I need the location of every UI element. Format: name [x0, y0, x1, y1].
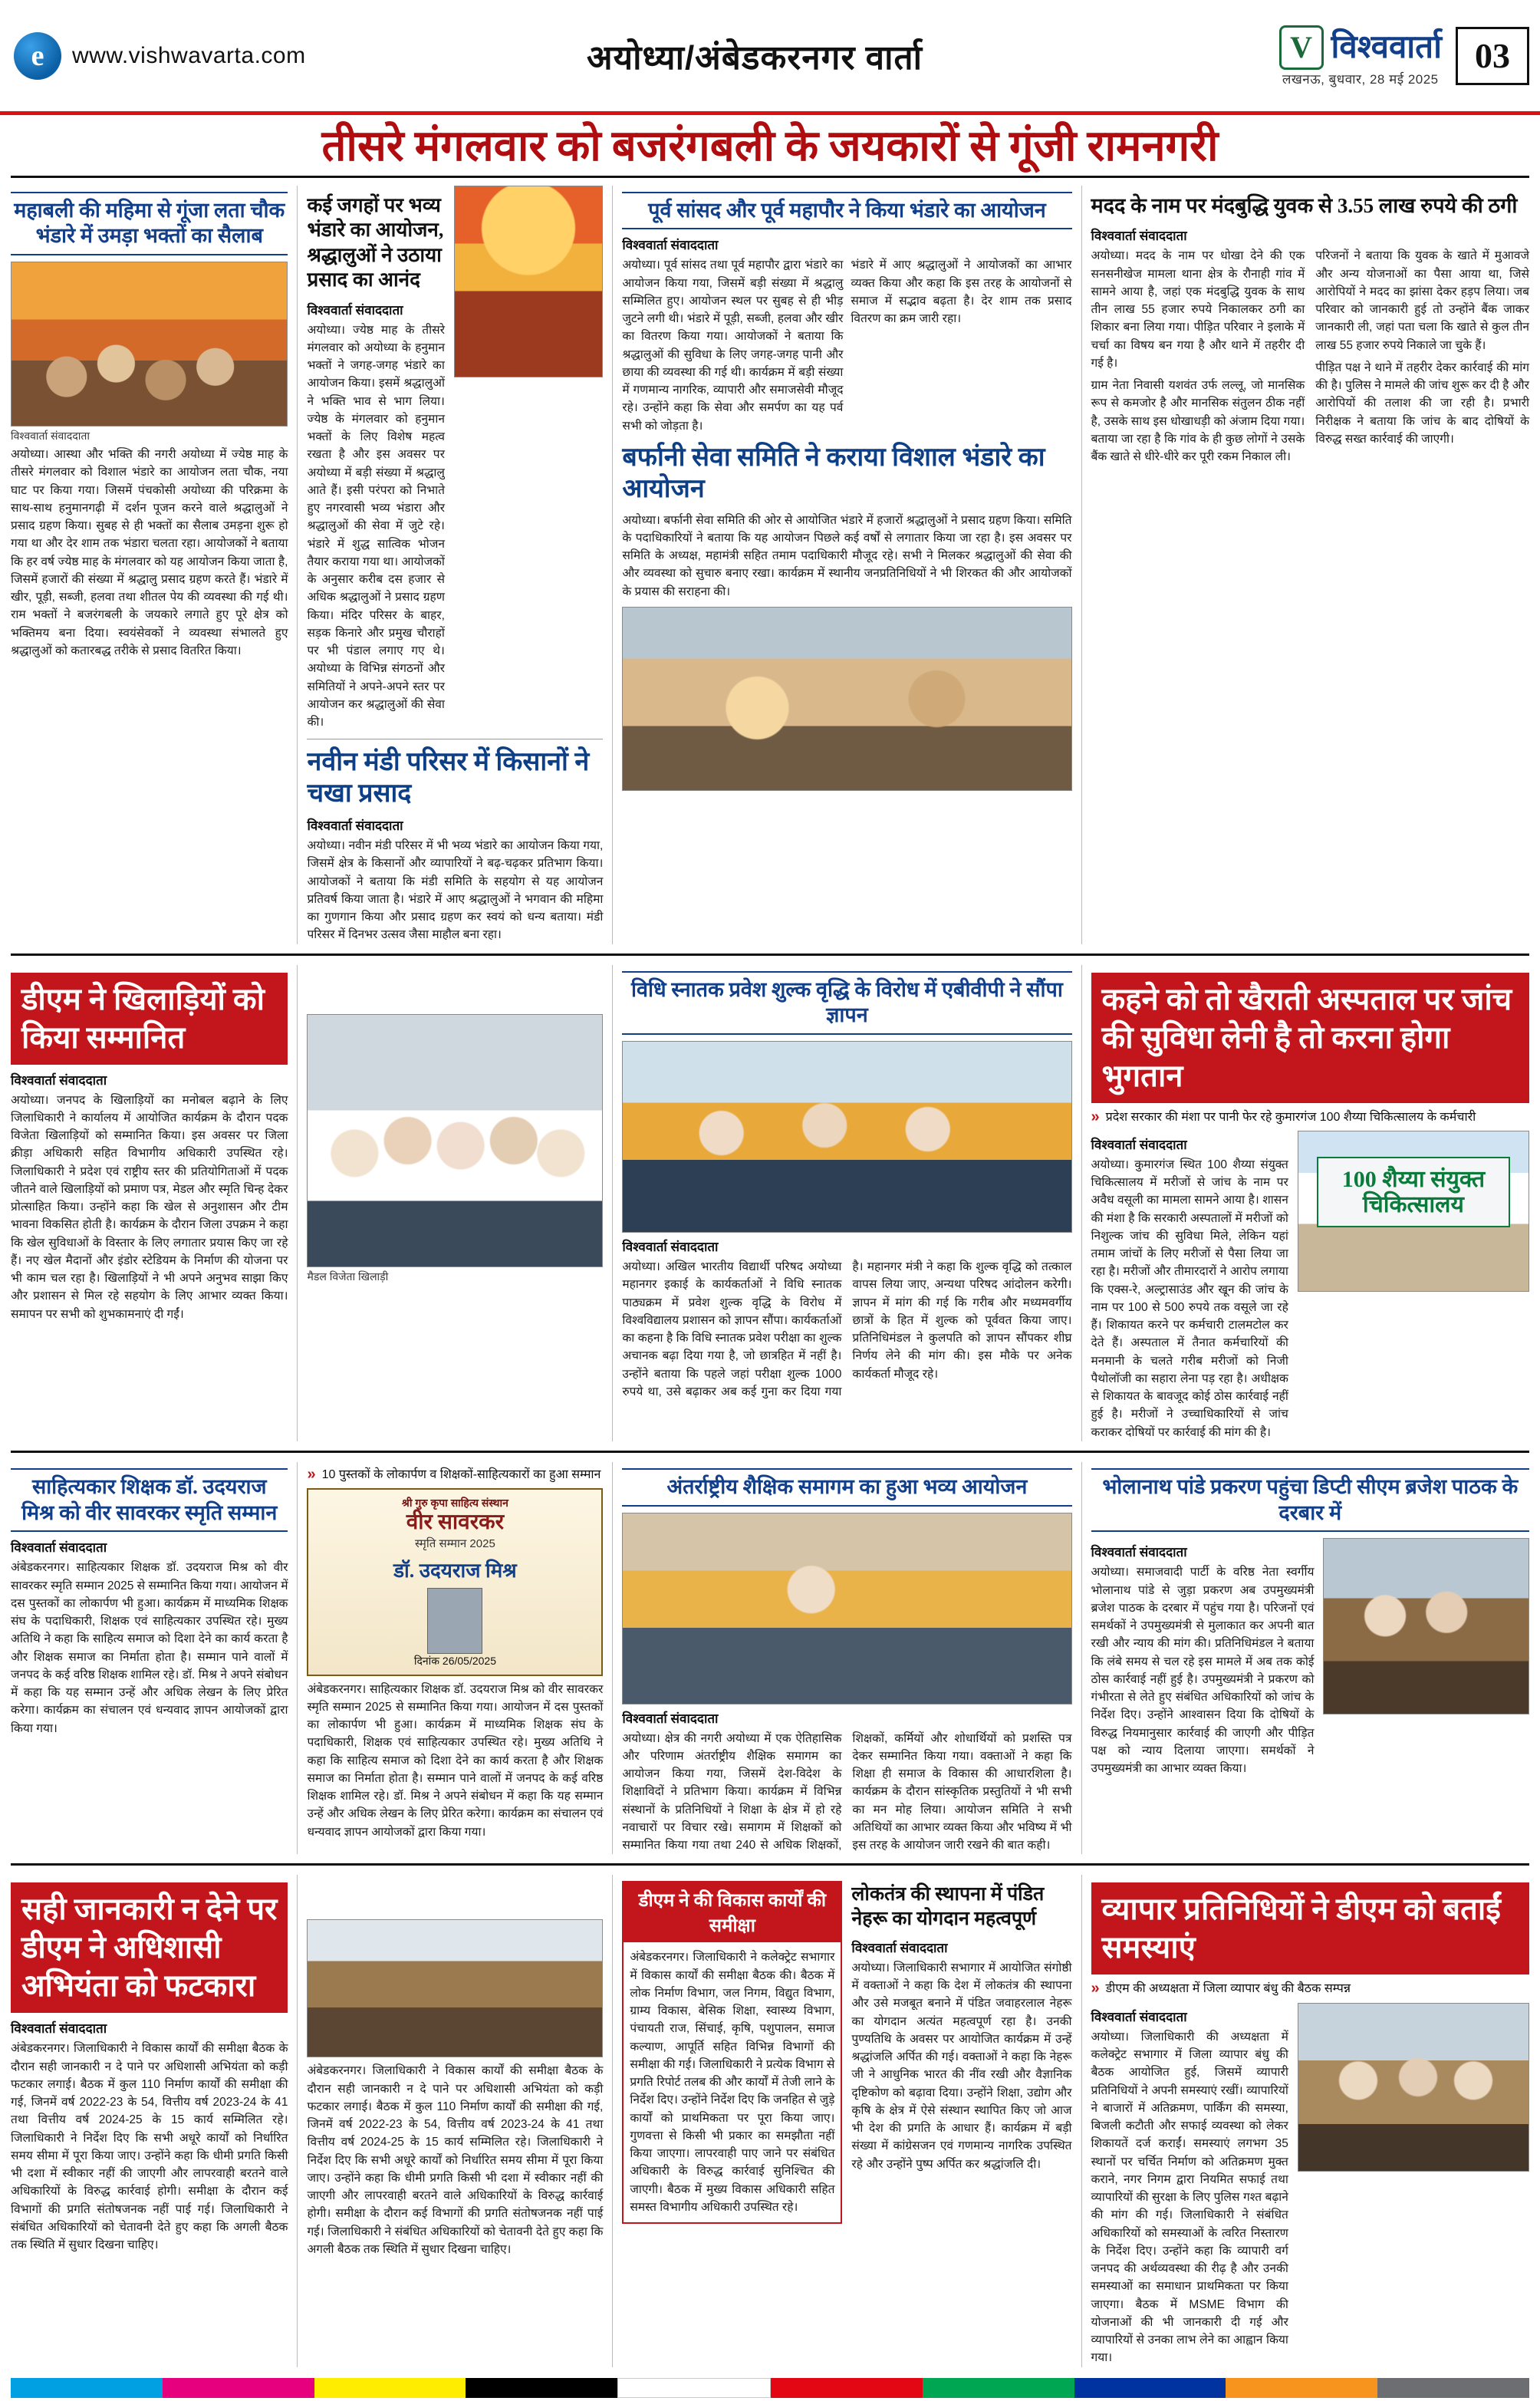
lead-col2-top	[307, 186, 603, 732]
column-rule	[612, 1875, 613, 2366]
award-recipient: डॉ. उदयराज मिश्र	[393, 1559, 517, 1582]
byline-dm-players: विश्ववार्ता संवाददाता	[11, 1072, 107, 1088]
masthead-left	[0, 32, 399, 80]
color-swatch-cyan	[11, 2378, 163, 2398]
article-vyapar-title: व्यापार प्रतिनिधियों ने डीएम को बताईं समस्याएं	[1091, 1882, 1530, 1974]
byline-hospital: विश्ववार्ता संवाददाता	[1091, 1137, 1187, 1152]
topright-text-4: पीड़ित पक्ष ने थाने में तहरीर देकर कार्रवाई की मांग की है। पुलिस ने मामले की जांच शुरू कर दी है और आरोपियों की तलाश की जा रही है। प्रभारी निरीक्षक ने बताया कि जांच के बाद दोषियों के विरुद्ध सख्त कार्रवाई की जाएगी।	[1315, 361, 1529, 446]
column-rule	[1081, 1875, 1082, 2366]
lead-subhead-2: कई जगहों पर भव्य भंडारे का आयोजन, श्रद्धालुओं ने उठाया प्रसाद का आनंद	[307, 193, 444, 291]
column-rule	[297, 186, 298, 944]
photo-bhandara-serving	[622, 607, 1071, 791]
article-dm-fatkara-side	[307, 1875, 603, 2366]
article-bholanath	[1091, 1462, 1530, 1855]
article-sahityakar-side	[307, 1462, 603, 1855]
chevron-right-icon: »	[1091, 1980, 1100, 1998]
lead-headline: तीसरे मंगलवार को बजरंगबली के जयकारों से गूंजी रामनगरी	[11, 115, 1529, 178]
article-hospital-title: कहने को तो खैराती अस्पताल पर जांच की सुविधा लेनी है तो करना होगा भुगतान	[1091, 973, 1530, 1103]
article-dm-players	[11, 965, 288, 1441]
block-middle-2	[11, 1462, 1529, 1855]
color-swatch-gray	[1377, 2378, 1529, 2398]
article-hospital-bullet-text: प्रदेश सरकार की मंशा पर पानी फेर रहे कुमारगंज 100 शैय्या चिकित्सालय के कर्मचारी	[1105, 1110, 1476, 1124]
review-box	[622, 1881, 842, 2224]
brand-logo-row	[1279, 25, 1442, 70]
masthead-right	[1111, 25, 1540, 87]
page-number: 03	[1456, 27, 1529, 85]
photo-education-summit	[622, 1513, 1071, 1704]
column-rule	[1081, 186, 1082, 944]
byline-lead-2: विश्ववार्ता संवाददाता	[307, 302, 403, 318]
color-swatch-green	[923, 2378, 1074, 2398]
photo-deputy-cm-meeting	[1323, 1538, 1529, 1714]
subarticle-barfani-text: अयोध्या। बर्फानी सेवा समिति की ओर से आयोजित भंडारे में हजारों श्रद्धालुओं ने प्रसाद ग्रहण किया। समिति के पदाधिकारियों ने बताया कि यह आयोजन पिछले कई वर्षों से लगातार किया जा रहा है। इस अवसर पर समिति के अध्यक्ष, महामंत्री सहित तमाम पदाधिकारी मौजूद रहे। सभी ने मिलकर श्रद्धालुओं की सेवा की और व्यवस्था को सुचारु बनाए रखा। कार्यक्रम में स्थानीय जनप्रतिनिधियों ने भी शिरकत की और आयोजकों के प्रयास की सराहना की।	[622, 513, 1072, 598]
award-date: दिनांक 26/05/2025	[413, 1654, 496, 1667]
photo-dm-players-col	[307, 965, 603, 1441]
article-abvp	[622, 965, 1071, 1441]
photo-hospital-building	[1298, 1131, 1529, 1292]
chevron-right-icon: »	[1091, 1108, 1100, 1125]
v-logo-icon: V	[1279, 25, 1324, 70]
article-sahityakar-text-cont: अंबेडकरनगर। साहित्यकार शिक्षक डॉ. उदयराज मिश्र को वीर सावरकर स्मृति सम्मान 2025 से सम्मानित किया गया। आयोजन में दस पुस्तकों का लोकार्पण भी हुआ। कार्यक्रम में माध्यमिक शिक्षक संघ के पदाधिकारी, शिक्षक एवं साहित्यकार उपस्थित रहे। मुख्य अतिथि ने कहा कि साहित्य समाज को दिशा देने का कार्य करता है और शिक्षक समाज का निर्माता होता है। सम्मान पाने वालों में जनपद के कई वरिष्ठ शिक्षक शामिल रहे। डॉ. मिश्र ने अपने संबोधन में कहा कि यह सम्मान उन्हें और अधिक लेखन के लिए प्रेरित करेगा। कार्यक्रम का संचालन एवं धन्यवाद ज्ञापन आयोजकों द्वारा किया गया।	[307, 1682, 604, 1839]
page-content	[0, 115, 1540, 2367]
lead-col-1	[11, 186, 288, 944]
article-dm-players-title: डीएम ने खिलाड़ियों को किया सम्मानित	[11, 973, 288, 1065]
lead-col-2	[307, 186, 603, 944]
subarticle-mandi-text: अयोध्या। नवीन मंडी परिसर में भी भव्य भंडारे का आयोजन किया गया, जिसमें क्षेत्र के किसानों और व्यापारियों ने बढ़-चढ़कर प्रतिभाग किया। आयोजकों ने बताया कि मंडी समिति के सहयोग से यह आयोजन प्रतिवर्ष किया जाता है। भंडारे में आए श्रद्धालुओं ने भगवान की महिमा का गुणगान किया और प्रसाद ग्रहण कर स्वयं को धन्य बताया। मंडी परिसर में दिनभर उत्सव जैसा माहौल बना रहा।	[307, 839, 604, 942]
subarticle-barfani-title: बर्फानी सेवा समिति ने कराया विशाल भंडारे का आयोजन	[622, 443, 1045, 503]
block-lead	[11, 186, 1529, 944]
award-portrait	[427, 1588, 482, 1654]
article-nehru-text: अयोध्या। जिलाधिकारी सभागार में आयोजित संगोष्ठी में वक्ताओं ने कहा कि देश में लोकतंत्र की स्थापना और उसे मजबूत बनाने में पंडित जवाहरलाल नेहरू का योगदान अत्यंत महत्वपूर्ण रहा है। उनकी पुण्यतिथि के अवसर पर आयोजित कार्यक्रम में उन्हें श्रद्धांजलि अर्पित की गई। वक्ताओं ने कहा कि नेहरू जी ने आधुनिक भारत की नींव रखी और वैज्ञानिक दृष्टिकोण को बढ़ावा दिया। उन्होंने शिक्षा, उद्योग और कृषि के क्षेत्र में ऐसे संस्थान स्थापित किए जो आज भी देश की प्रगति के आधार हैं। कार्यक्रम में बड़ी संख्या में कांग्रेसजन एवं गणमान्य नागरिक उपस्थित रहे और उन्होंने पुष्प अर्पित कर श्रद्धांजलि दी।	[851, 1961, 1072, 2171]
column-rule	[612, 186, 613, 944]
byline-dm-fatkara: विश्ववार्ता संवाददाता	[11, 2021, 107, 2037]
top-right-col	[1091, 186, 1530, 944]
topright-text-3: परिजनों ने बताया कि युवक के खाते में मुआवजे और अन्य योजनाओं का पैसा आया था, जिसे आरोपियों ने मदद का झांसा देकर हड़प लिया। जब परिवार को जानकारी हुई तो उन्होंने बैंक जाकर जानकारी ली, जहां पता चला कि खाते से कुल तीन लाख 55 हजार रुपये निकाले जा चुके हैं।	[1315, 249, 1529, 352]
column-rule	[612, 965, 613, 1441]
byline-vyapar: विश्ववार्ता संवाददाता	[1091, 2009, 1187, 2024]
lead-col4-text: अयोध्या। पूर्व सांसद तथा पूर्व महापौर द्वारा भंडारे का आयोजन किया गया, जिसमें बड़ी संख्या में श्रद्धालु सम्मिलित हुए। आयोजन स्थल पर सुबह से ही भीड़ जुटने लगी थी। भंडारे में पूड़ी, सब्जी, हलवा और खीर का वितरण किया गया। आयोजकों ने बताया कि श्रद्धालुओं की सुविधा के लिए जगह-जगह पानी और छाया की व्यवस्था की गई थी। कार्यक्रम में बड़ी संख्या में गणमान्य नागरिक, व्यापारी और समाजसेवी मौजूद रहे। उन्होंने कहा कि सेवा और समर्पण का यह पर्व सभी को जोड़ता है।	[622, 259, 844, 433]
byline-nehru: विश्ववार्ता संवाददाता	[851, 1940, 948, 1955]
byline-topright: विश्ववार्ता संवाददाता	[1091, 229, 1187, 244]
article-dm-fatkara-text-cont: अंबेडकरनगर। जिलाधिकारी ने विकास कार्यों की समीक्षा बैठक के दौरान सही जानकारी न दे पाने पर अधिशासी अभियंता को कड़ी फटकार लगाई। बैठक में कुल 110 निर्माण कार्यों की समीक्षा की गई, जिनमें वर्ष 2022-23 के 54, वित्तीय वर्ष 2023-24 के 41 तथा वित्तीय वर्ष 2024-25 के 15 कार्य सम्मिलित रहे। जिलाधिकारी ने निर्देश दिए कि सभी अधूरे कार्यों को निर्धारित समय सीमा में पूरा किया जाए। उन्होंने कहा कि धीमी प्रगति किसी भी दशा में स्वीकार नहीं की जाएगी और लापरवाही बरतने वाले अधिकारियों के विरुद्ध कार्रवाई होगी। समीक्षा के दौरान कई विभागों की प्रगति संतोषजनक नहीं पाई गई। जिलाधिकारी ने संबंधित अधिकारियों को चेतावनी देते हुए कहा कि अगली बैठक तक स्थिति में सुधार दिखना चाहिए।	[307, 2064, 604, 2256]
review-box-title: डीएम ने की विकास कार्यों की समीक्षा	[624, 1882, 841, 1942]
column-rule	[1081, 1462, 1082, 1855]
article-vyapar-text: अयोध्या। जिलाधिकारी की अध्यक्षता में कलेक्ट्रेट सभागार में जिला व्यापार बंधु की बैठक आयोजित हुई, जिसमें व्यापारी प्रतिनिधियों ने अपनी समस्याएं रखीं। व्यापारियों ने बाजारों में अतिक्रमण, पार्किंग की समस्या, बिजली कटौती और सफाई व्यवस्था को लेकर शिकायतें दर्ज कराईं। समस्याएं लगभग 35 स्थानों पर चर्चित निर्माण को अतिक्रमण मुक्त कराने, नगर निगम द्वारा नियमित सफाई तथा व्यापारियों की सुरक्षा के लिए पुलिस गश्त बढ़ाने की मांग की गई। जिलाधिकारी ने संबंधित अधिकारियों को समस्याओं के त्वरित निस्तारण के निर्देश दिए। उन्होंने कहा कि व्यापारी वर्ग जनपद की अर्थव्यवस्था की रीढ़ है और उनकी समस्याओं का समाधान प्राथमिकता पर किया जाएगा। बैठक में MSME विभाग की योजनाओं की भी जानकारी दी गई और व्यापारियों से उनका लाभ लेने का आह्वान किया गया।	[1091, 2030, 1288, 2365]
article-dm-fatkara	[11, 1875, 288, 2366]
section-divider	[11, 1451, 1529, 1453]
byline-mandi: विश्ववार्ता संवाददाता	[307, 818, 403, 834]
website-url[interactable]: www.vishwavarta.com	[72, 42, 306, 68]
article-hospital-text: अयोध्या। कुमारगंज स्थित 100 शैय्या संयुक्त चिकित्सालय में मरीजों से जांच के नाम पर अवैध वसूली का मामला सामने आया है। शासन की मंशा है कि सरकारी अस्पतालों में मरीजों को निशुल्क जांच की सुविधा मिले, लेकिन यहां तमाम जांचों के लिए मरीजों से पैसा लिया जा रहा है। मरीजों और तीमारदारों ने आरोप लगाया कि एक्स-रे, अल्ट्रासाउंड और खून की जांच के नाम पर 100 से 500 रुपये तक वसूले जा रहे हैं। शिकायत करने पर कर्मचारी टालमटोल कर देते हैं। अस्पताल में तैनात कर्मचारियों की मनमानी के चलते गरीब मरीजों को निजी पैथोलॉजी का सहारा लेना पड़ रहा है। अधीक्षक से शिकायत के बावजूद कोई ठोस कार्रवाई नहीं हुई है। मरीजों ने उच्चाधिकारियों से जांच कराकर दोषियों पर कार्रवाई की मांग की है।	[1091, 1158, 1288, 1439]
photo-dm-office	[307, 1919, 603, 2057]
lead-col-3	[622, 186, 1071, 944]
photo-caption-1: विश्ववार्ता संवाददाता	[11, 430, 90, 443]
article-vyapar-bullet-text: डीएम की अध्यक्षता में जिला व्यापार बंधु की बैठक सम्पन्न	[1105, 1982, 1351, 1996]
article-hospital-bullet	[1091, 1109, 1530, 1126]
globe-icon: e	[14, 32, 61, 80]
article-nehru-title: लोकतंत्र की स्थापना में पंडित नेहरू का योगदान महत्वपूर्ण	[851, 1884, 1045, 1929]
award-certificate	[307, 1488, 603, 1675]
lead-subhead-3: पूर्व सांसद और पूर्व महापौर ने किया भंडारे का आयोजन	[622, 192, 1071, 230]
article-abvp-title: विधि स्नातक प्रवेश शुल्क वृद्धि के विरोध में एबीवीपी ने सौंपा ज्ञापन	[622, 971, 1071, 1036]
brand-subline: लखनऊ, बुधवार, 28 मई 2025	[1282, 71, 1439, 87]
award-subtitle: स्मृति सम्मान 2025	[415, 1536, 495, 1550]
article-review-box-col	[622, 1875, 1071, 2366]
article-vyapar-bullet	[1091, 1981, 1530, 1998]
article-dm-fatkara-text: अंबेडकरनगर। जिलाधिकारी ने विकास कार्यों की समीक्षा बैठक के दौरान सही जानकारी न दे पाने पर अधिशासी अभियंता को कड़ी फटकार लगाई। बैठक में कुल 110 निर्माण कार्यों की समीक्षा की गई, जिनमें वर्ष 2022-23 के 54, वित्तीय वर्ष 2023-24 के 41 तथा वित्तीय वर्ष 2024-25 के 15 कार्य सम्मिलित रहे। जिलाधिकारी ने निर्देश दिए कि सभी अधूरे कार्यों को निर्धारित समय सीमा में पूरा किया जाए। उन्होंने कहा कि धीमी प्रगति किसी भी दशा में स्वीकार नहीं की जाएगी और लापरवाही बरतने वाले अधिकारियों के विरुद्ध कार्रवाई होगी। समीक्षा के दौरान कई विभागों की प्रगति संतोषजनक नहीं पाई गई। जिलाधिकारी ने संबंधित अधिकारियों को चेतावनी देते हुए कहा कि अगली बैठक तक स्थिति में सुधार दिखना चाहिए।	[11, 2042, 288, 2252]
column-rule	[612, 1462, 613, 1855]
hospital-signboard: 100 शैय्या संयुक्त चिकित्सालय	[1317, 1157, 1510, 1227]
color-swatch-black	[466, 2378, 617, 2398]
byline-exmp: विश्ववार्ता संवाददाता	[622, 238, 719, 253]
color-swatch-orange	[1226, 2378, 1377, 2398]
article-sahityakar-bullet-text: 10 पुस्तकों के लोकार्पण व शिक्षकों-साहित्यकारों का हुआ सम्मान	[321, 1467, 601, 1481]
award-org: श्री गुरु कृपा साहित्य संस्थान	[401, 1497, 508, 1510]
section-divider	[11, 1863, 1529, 1866]
lead-subhead-1: महाबली की महिमा से गूंजा लता चौक भंडारे में उमड़ा भक्तों का सैलाब	[11, 192, 288, 256]
color-swatch-blue	[1074, 2378, 1226, 2398]
color-swatch-yellow	[314, 2378, 466, 2398]
photo-medal-winners	[307, 1014, 603, 1267]
block-middle-1	[11, 965, 1529, 1441]
column-rule	[297, 1462, 298, 1855]
article-intl-edu-title: अंतर्राष्ट्रीय शैक्षिक समागम का हुआ भव्य आयोजन	[622, 1468, 1071, 1507]
column-rule	[1081, 965, 1082, 1441]
color-swatch-magenta	[163, 2378, 314, 2398]
edition-title: अयोध्या/अंबेडकरनगर वार्ता	[586, 38, 923, 77]
chevron-right-icon: »	[307, 1465, 316, 1483]
byline-bholanath: विश्ववार्ता संवाददाता	[1091, 1545, 1187, 1560]
review-box-text: अंबेडकरनगर। जिलाधिकारी ने कलेक्ट्रेट सभागार में विकास कार्यों की समीक्षा बैठक की। बैठक में लोक निर्माण विभाग, जल निगम, विद्युत विभाग, ग्राम्य विकास, बेसिक शिक्षा, स्वास्थ्य विभाग, पंचायती राज, सिंचाई, कृषि, पशुपालन, समाज कल्याण, आपूर्ति सहित विभिन्न विभागों की समीक्षा की गई। जिलाधिकारी ने प्रत्येक विभाग से प्रगति रिपोर्ट तलब की और कार्यों में तेजी लाने के निर्देश दिए। उन्होंने निर्देश दिए कि जनहित से जुड़े कार्यों को प्राथमिकता पर पूरा किया जाए। गुणवत्ता से किसी भी प्रकार का समझौता नहीं किया जाएगा। लापरवाही पाए जाने पर संबंधित अधिकारी के विरुद्ध कार्रवाई सुनिश्चित की जाएगी। बैठक में मुख्य विकास अधिकारी सहित समस्त विभागीय अधिकारी उपस्थित रहे।	[630, 1951, 835, 2214]
topright-headline: मदद के नाम पर मंदबुद्धि युवक से 3.55 लाख रुपये की ठगी	[1091, 193, 1518, 217]
color-swatch-white	[617, 2378, 771, 2398]
lead-col4-text2: भंडारे में आए श्रद्धालुओं ने आयोजकों का आभार व्यक्त किया और कहा कि इस तरह के आयोजनों से समाज में सद्भाव बढ़ता है। देर शाम तक प्रसाद वितरण का क्रम जारी रहा।	[851, 259, 1072, 326]
article-sahityakar-text: अंबेडकरनगर। साहित्यकार शिक्षक डॉ. उदयराज मिश्र को वीर सावरकर स्मृति सम्मान 2025 से सम्मानित किया गया। आयोजन में दस पुस्तकों का लोकार्पण भी हुआ। कार्यक्रम में माध्यमिक शिक्षक संघ के पदाधिकारी, शिक्षक एवं साहित्यकार उपस्थित रहे। मुख्य अतिथि ने कहा कि साहित्य समाज को दिशा देने का कार्य करता है और शिक्षक समाज का निर्माता होता है। सम्मान पाने वालों में जनपद के कई वरिष्ठ शिक्षक शामिल रहे। डॉ. मिश्र ने अपने संबोधन में कहा कि यह सम्मान उन्हें और अधिक लेखन के लिए प्रेरित करेगा। कार्यक्रम का संचालन एवं धन्यवाद ज्ञापन आयोजकों द्वारा किया गया।	[11, 1561, 288, 1735]
lead-col1-text: अयोध्या। आस्था और भक्ति की नगरी अयोध्या में ज्येष्ठ माह के तीसरे मंगलवार को विशाल भंडारे का आयोजन लता चौक, नया घाट पर किया गया। जिसमें पंचकोसी अयोध्या की परिक्रमा के साथ-साथ हनुमानगढ़ी में दर्शन पूजन करने वाले श्रद्धालुओं ने प्रसाद ग्रहण किया। सुबह से ही भक्तों का सैलाब उमड़ना शुरू हो गया था और देर शाम तक भंडारा चलता रहा। आयोजकों ने बताया कि हर वर्ष ज्येष्ठ माह के मंगलवार को यह आयोजन किया जाता है, जिसमें हजारों की संख्या में श्रद्धालु प्रसाद ग्रहण करते हैं। भंडारे में खीर, पूड़ी, सब्जी, हलवा तथा शीतल पेय की व्यवस्था की गई थी। राम भक्तों ने बजरंगबली के जयकारे लगाते हुए पूरे क्षेत्र को भक्तिमय बना दिया। स्वयंसेवकों ने व्यवस्था संभालते हुए श्रद्धालुओं को कतारबद्ध तरीके से प्रसाद वितरित किया।	[11, 448, 288, 657]
article-sahityakar-title: साहित्यकार शिक्षक डॉ. उदयराज मिश्र को वीर सावरकर स्मृति सम्मान	[11, 1468, 288, 1533]
article-dm-players-text: अयोध्या। जनपद के खिलाड़ियों का मनोबल बढ़ाने के लिए जिलाधिकारी ने कार्यालय में आयोजित कार्यक्रम के दौरान पदक विजेता खिलाड़ियों को सम्मानित किया। इस अवसर पर जिला क्रीड़ा अधिकारी सहित विभागीय अधिकारी उपस्थित रहे। जिलाधिकारी ने प्रदेश एवं राष्ट्रीय स्तर की प्रतियोगिताओं में पदक जीतने वाले खिलाड़ियों को प्रमाण पत्र, मेडल और स्मृति चिन्ह देकर प्रोत्साहित किया। उन्होंने कहा कि खेल से अनुशासन और टीम भावना विकसित होती है। कार्यक्रम के दौरान जिला उपक्रम ने कहा कि खेल सुविधाओं के विस्तार के लिए लगातार प्रयास किए जा रहे हैं। नए खेल मैदानों और इंडोर स्टेडियम के निर्माण की योजना पर भी काम चल रहा है। खिलाड़ियों ने भी अपने अनुभव साझा किए और प्रशासन से मिल रहे सहयोग के लिए आभार व्यक्त किया। समापन पर सभी को शुभकामनाएं दी गईं।	[11, 1093, 288, 1321]
article-bholanath-title: भोलानाथ पांडे प्रकरण पहुंचा डिप्टी सीएम ब्रजेश पाठक के दरबार में	[1091, 1468, 1530, 1533]
byline-intl-edu: विश्ववार्ता संवाददाता	[622, 1711, 719, 1726]
article-sahityakar	[11, 1462, 288, 1855]
topright-text-1: अयोध्या। मदद के नाम पर धोखा देने की एक सनसनीखेज मामला थाना क्षेत्र के रौनाही गांव में सामने आया है, जहां एक मंदबुद्धि युवक के साथ तीन लाख 55 हजार रुपये निकालकर ठगी का शिकार बना लिया गया। पीड़ित परिवार ने इलाके में चर्चा का विषय बन गया है और थाने में तहरीर दी गई है।	[1091, 249, 1305, 370]
article-dm-fatkara-title: सही जानकारी न देने पर डीएम ने अधिशासी अभियंता को फटकारा	[11, 1882, 288, 2013]
brand-block	[1279, 25, 1442, 87]
photo-abvp-memorandum	[622, 1041, 1071, 1233]
section-divider	[11, 953, 1529, 956]
award-title: वीर सावरकर	[406, 1510, 505, 1535]
photo-caption-medal: मैडल विजेता खिलाड़ी	[307, 1270, 389, 1283]
article-abvp-text: अयोध्या। अखिल भारतीय विद्यार्थी परिषद अयोध्या महानगर इकाई के कार्यकर्ताओं ने विधि स्नातक पाठ्यक्रम में प्रवेश शुल्क वृद्धि के विरोध में विश्वविद्यालय प्रशासन को ज्ञापन सौंपा। कार्यकर्ताओं का कहना है कि विधि स्नातक प्रवेश परीक्षा का शुल्क अचानक बढ़ा दिया गया है, जो छात्रहित में नहीं है। उन्होंने बताया कि पहले जहां परीक्षा शुल्क 1000 रुपये था, उसे बढ़ाकर अब कई गुना कर दिया गया है। महानगर मंत्री ने कहा कि शुल्क वृद्धि को तत्काल वापस लिया जाए, अन्यथा परिषद आंदोलन करेगी। ज्ञापन में मांग की गई कि गरीब और मध्यमवर्गीय छात्रों के हित में शुल्क को पूर्ववत किया जाए। प्रतिनिधिमंडल ने कुलपति को ज्ञापन सौंपकर शीघ्र निर्णय लेने की मांग की। इस मौके पर अनेक कार्यकर्ता मौजूद रहे।	[622, 1260, 1072, 1398]
column-rule	[297, 1875, 298, 2366]
article-vyapar	[1091, 1875, 1530, 2366]
subarticle-mandi-title: नवीन मंडी परिसर में किसानों ने चखा प्रसाद	[307, 748, 590, 809]
masthead	[0, 0, 1540, 115]
byline-sahityakar: विश्ववार्ता संवाददाता	[11, 1540, 107, 1556]
block-bottom	[11, 1875, 1529, 2366]
article-sahityakar-bullet	[307, 1467, 603, 1484]
lead-col2-text: अयोध्या। ज्येष्ठ माह के तीसरे मंगलवार को अयोध्या के हनुमान भक्तों ने जगह-जगह भंडारे का आयोजन किया। इसमें श्रद्धालुओं ने भक्ति भाव से भाग लिया। ज्येष्ठ के मंगलवार को हनुमान भक्तों के लिए विशेष महत्व रखता है और इस अवसर पर अयोध्या में बड़ी संख्या में श्रद्धालु आते हैं। इसी परंपरा को निभाते हुए नगरवासी भव्य भंडारा और श्रद्धालुओं की सेवा में जुटे रहे। भंडारे में शुद्ध सात्विक भोजन तैयार कराया गया था। आयोजकों के अनुसार करीब दस हजार से अधिक श्रद्धालुओं ने प्रसाद ग्रहण किया। मंदिर परिसर के बाहर, सड़क किनारे और प्रमुख चौराहों पर भी पंडाल लगाए गए थे। अयोध्या के विभिन्न संगठनों और समितियों ने अपने-अपने स्तर पर आयोजन कर श्रद्धालुओं की सेवा की।	[307, 323, 445, 730]
photo-bhandara-crowd	[11, 262, 288, 427]
column-rule	[297, 965, 298, 1441]
photo-vyapar-bandhu-meeting	[1298, 2003, 1529, 2172]
article-intl-edu	[622, 1462, 1071, 1855]
article-hospital	[1091, 965, 1530, 1441]
topright-text-2: ग्राम नेता निवासी यशवंत उर्फ लल्लू, जो मानसिक रूप से कमजोर है और मानसिक संतुलन ठीक नहीं है, उसके साथ इस धोखाधड़ी को अंजाम दिया गया। बताया जा रहा है कि गांव के ही कुछ लोगों ने उसके बैंक खाते से धीरे-धीरे कर पूरी रकम निकाल ली।	[1091, 379, 1305, 464]
brand-name: विश्ववार्ता	[1331, 29, 1442, 65]
edition-title-wrap	[399, 33, 1111, 79]
photo-bhandara-poster	[454, 186, 603, 377]
byline-abvp: विश्ववार्ता संवाददाता	[622, 1240, 719, 1255]
color-swatch-red	[771, 2378, 923, 2398]
print-color-bar	[11, 2378, 1529, 2398]
article-intl-edu-text: अयोध्या। क्षेत्र की नगरी अयोध्या में एक ऐतिहासिक और परिणाम अंतर्राष्ट्रीय शैक्षिक समागम का आयोजन किया गया, जिसमें देश-विदेश के शिक्षाविदों ने प्रतिभाग किया। कार्यक्रम में विभिन्न संस्थानों के प्रतिनिधियों ने शिक्षा के क्षेत्र में हो रहे नवाचारों पर विचार रखे। समागम में शिक्षकों को सम्मानित किया गया तथा 240 से अधिक शिक्षकों, शिक्षकों, कर्मियों और शोधार्थियों को प्रशस्ति पत्र देकर सम्मानित किया गया। वक्ताओं ने कहा कि शिक्षा ही समाज के विकास की आधारशिला है। कार्यक्रम के दौरान सांस्कृतिक प्रस्तुतियों ने भी सभी का मन मोह लिया। आयोजन समिति ने सभी अतिथियों का आभार व्यक्त किया और भविष्य में भी इस तरह के आयोजन जारी रखने की बात कही।	[622, 1731, 1072, 1853]
article-bholanath-text: अयोध्या। समाजवादी पार्टी के वरिष्ठ नेता स्वर्गीय भोलानाथ पांडे से जुड़ा प्रकरण अब उपमुख्यमंत्री ब्रजेश पाठक के दरबार में पहुंच गया है। परिजनों एवं समर्थकों ने उपमुख्यमंत्री से मुलाकात कर अपनी बात रखी और न्याय की मांग की। प्रतिनिधिमंडल ने बताया कि लंबे समय से चल रहे इस मामले में अब तक कोई ठोस कार्रवाई नहीं हुई है। उपमुख्यमंत्री ने प्रकरण को गंभीरता से लेते हुए संबंधित अधिकारियों को जांच के निर्देश दिए। उन्होंने आश्वासन दिया कि दोषियों के विरुद्ध नियमानुसार कार्रवाई की जाएगी और पीड़ित पक्ष को न्याय दिलाया जाएगा। समर्थकों ने उपमुख्यमंत्री का आभार व्यक्त किया।	[1091, 1566, 1315, 1776]
